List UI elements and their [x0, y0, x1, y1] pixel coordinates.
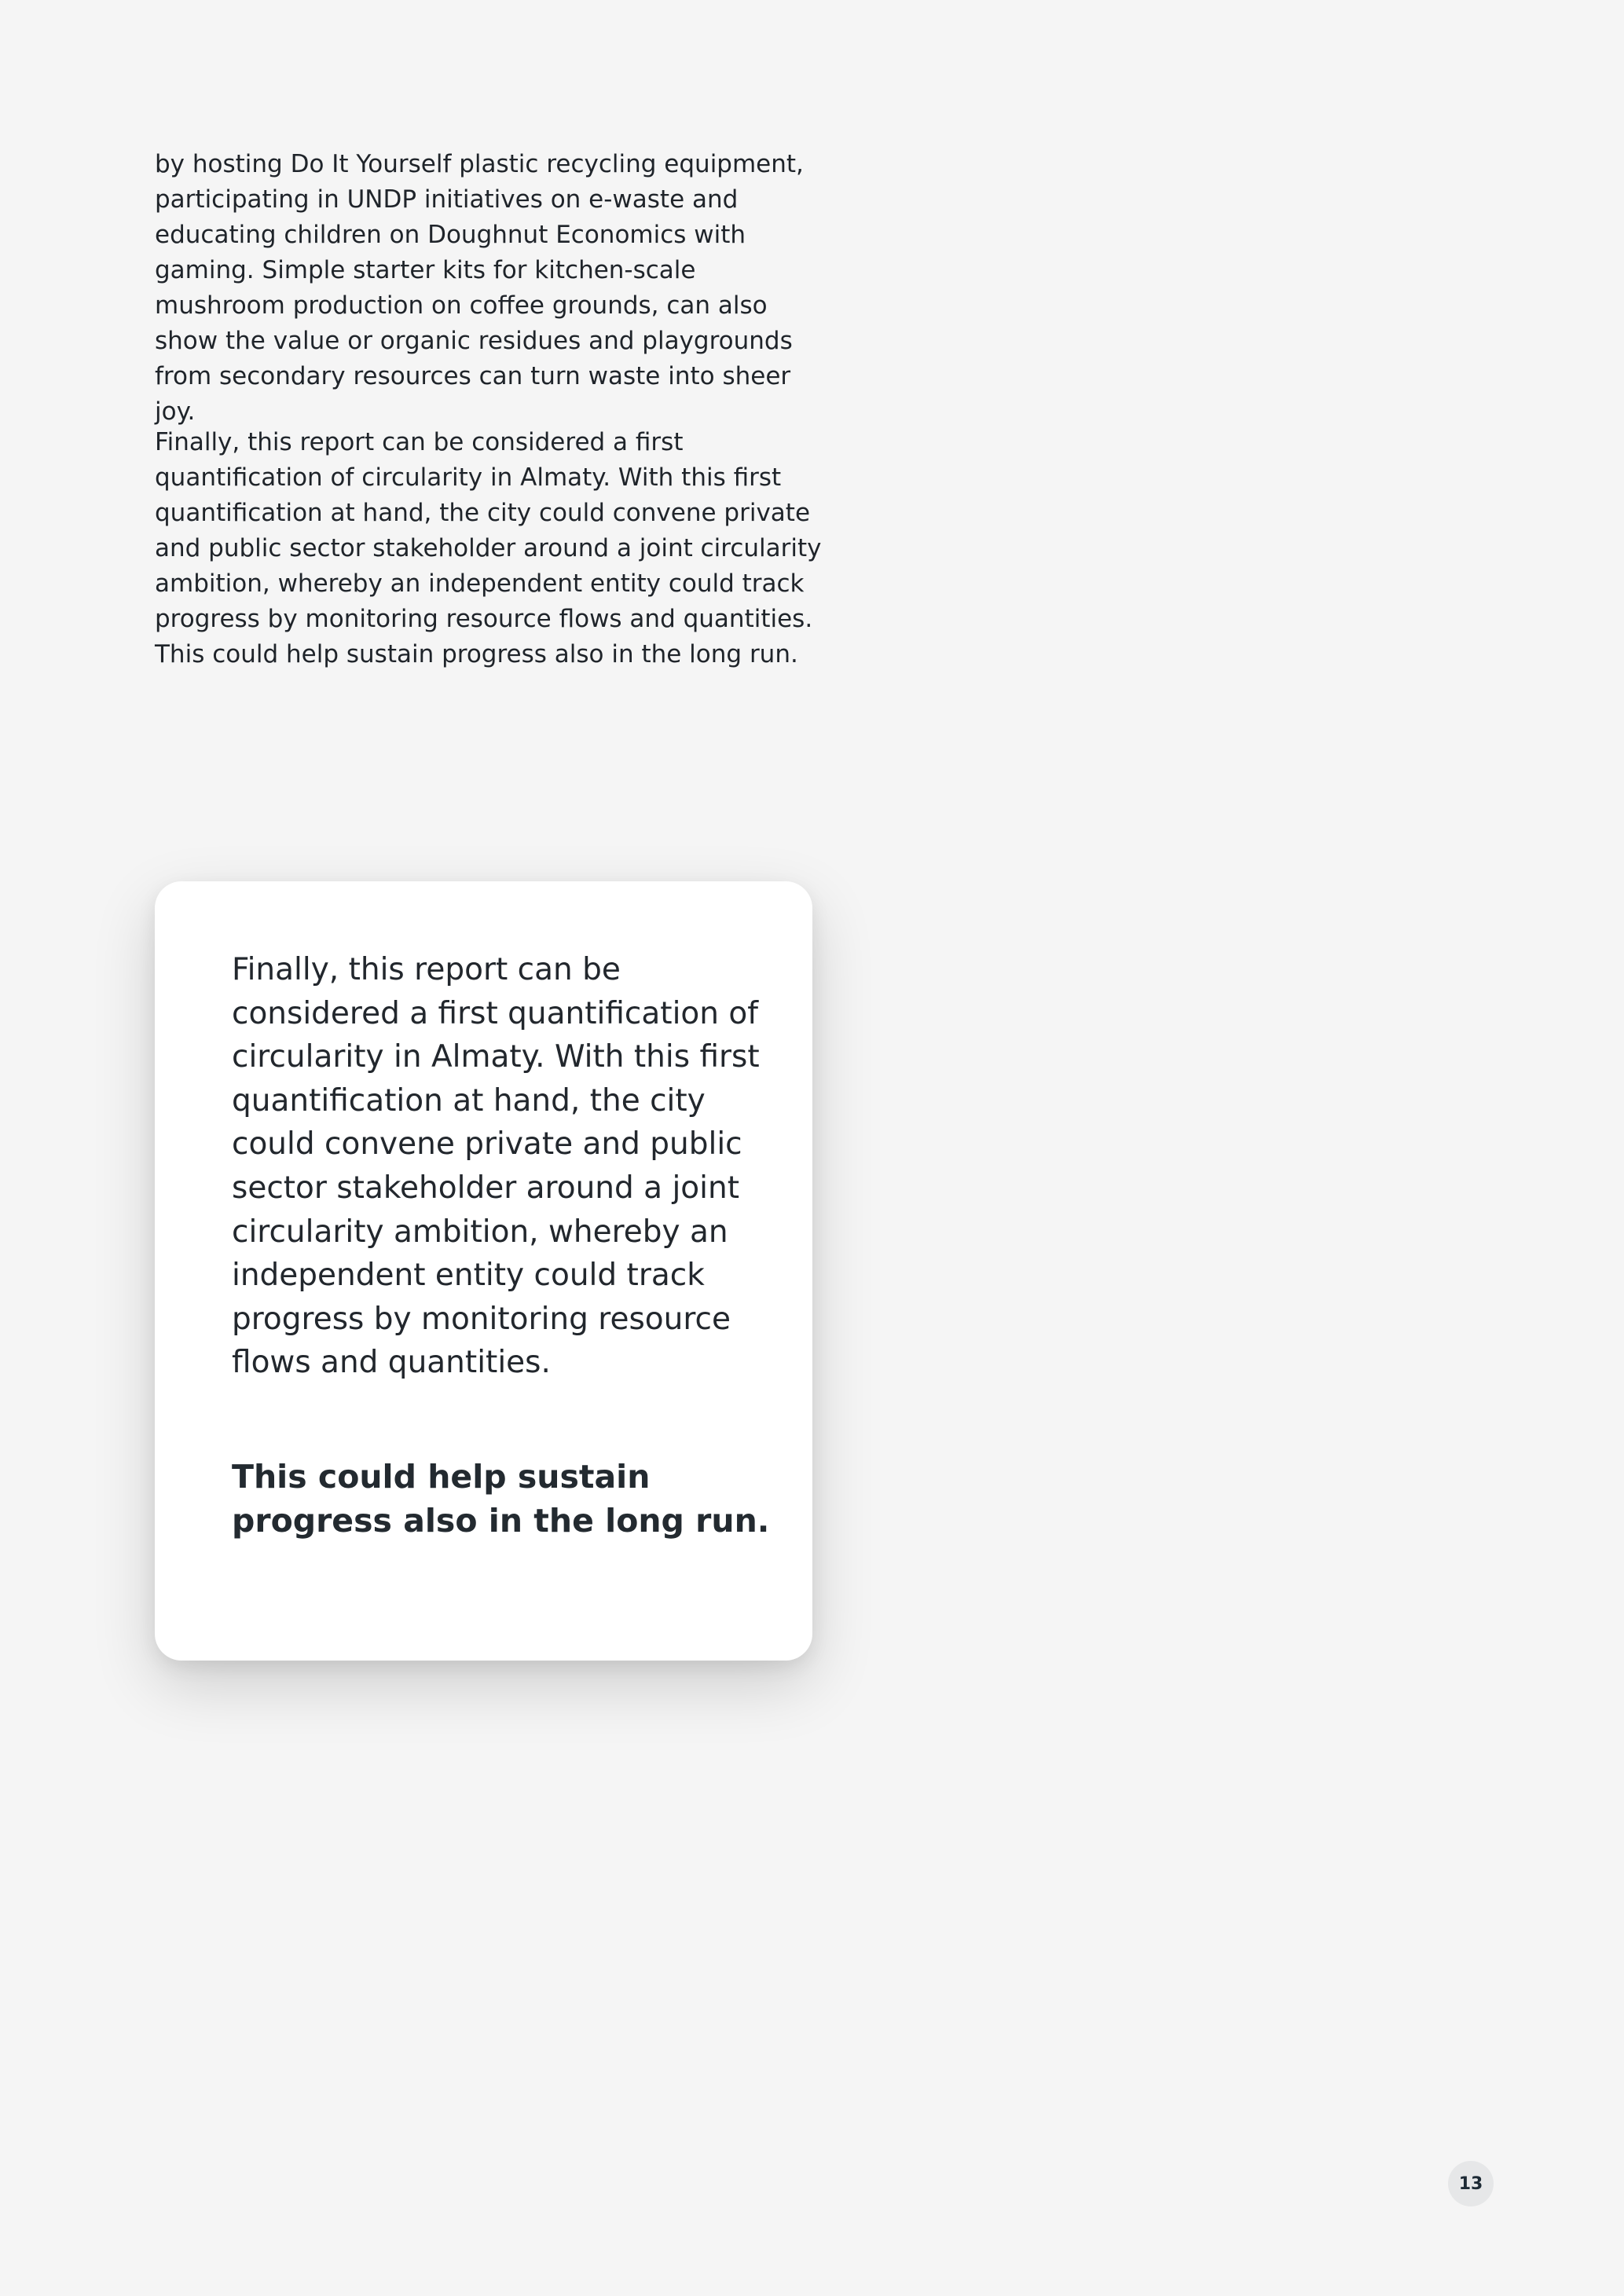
pullquote-text: Finally, this report can be considered a first quantification of circularity in Almaty. With this first quantification at hand, the city could convene private and public sector stakeholder around a joint circularity ambition, whereby an independent entity could track progress by monitoring resource flows and quantities.	[232, 952, 760, 1381]
page-number-badge: 13	[1448, 2161, 1494, 2206]
body-paragraph-2: Finally, this report can be considered a first quantification of circularity in Almaty. With this first quantification at hand, the city could convene private and public sector stakeholder around a joint circularity ambition, whereby an independent entity could track progress by monitoring resource flows and quantities. This could help sustain progress also in the long run.	[155, 428, 822, 668]
pullquote-emphasis: This could help sustain progress also in the long run.	[232, 1458, 770, 1540]
body-paragraph-1: by hosting Do It Yourself plastic recycling equipment, participating in UNDP initiatives on e-waste and educating children on Doughnut Economics with gaming. Simple starter kits for kitchen-scale mushroom production on coffee grounds, can also show the value or organic residues and playgrounds from secondary resources can turn waste into sheer joy.	[155, 150, 804, 426]
pullquote-card	[155, 881, 812, 1661]
